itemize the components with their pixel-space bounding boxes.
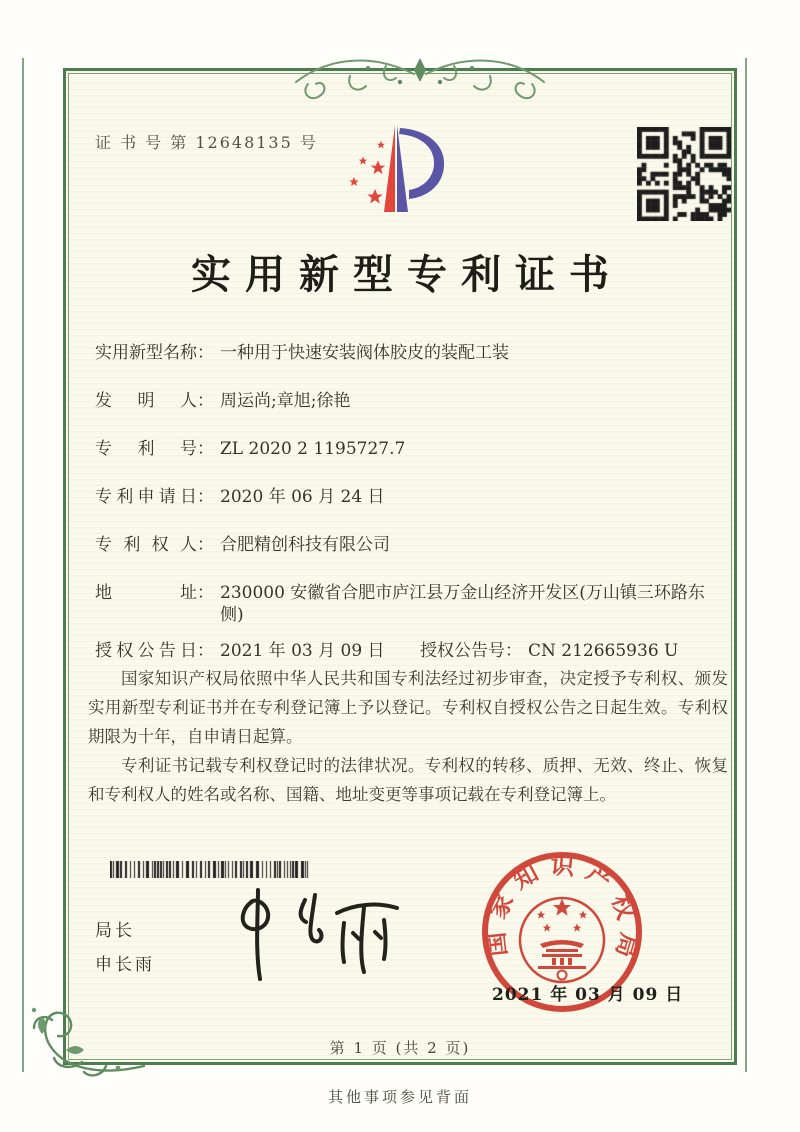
signer-name: 申长雨 xyxy=(95,955,155,975)
field-value: 一种用于快速安装阀体胶皮的装配工装 xyxy=(220,343,509,363)
field-colon: ： xyxy=(197,343,214,363)
field-row-filing-date xyxy=(95,486,705,508)
cnipa-logo-icon xyxy=(348,120,452,216)
field-value: 230000 安徽省合肥市庐江县万金山经济开发区(万山镇三环路东侧) xyxy=(220,583,705,625)
field-colon: ： xyxy=(197,641,214,661)
field-row-grant xyxy=(95,640,705,662)
left-edge-line xyxy=(22,58,24,1072)
field-label: 发明人 xyxy=(95,391,197,411)
field-row-patentee xyxy=(95,534,705,556)
back-note: 其他事项参见背面 xyxy=(327,1088,472,1106)
legal-text xyxy=(88,664,728,809)
seal-text: 国家知识产权局 xyxy=(479,849,645,971)
field-value: ZL 2020 2 1195727.7 xyxy=(220,439,406,459)
field-row-inventors xyxy=(95,390,705,412)
field-label: 地址 xyxy=(95,583,197,603)
grant-no-label: 授权公告号 xyxy=(420,641,505,661)
field-value: 周运尚;章旭;徐艳 xyxy=(220,391,351,411)
field-label: 授权公告日 xyxy=(95,641,197,661)
grant-no-group xyxy=(420,640,678,662)
field-colon: ： xyxy=(505,641,522,661)
grant-date-value: 2021 年 03 月 09 日 xyxy=(220,641,385,661)
certificate-number: 证 书 号 第 12648135 号 xyxy=(95,133,318,152)
barcode xyxy=(110,861,310,878)
field-row-patent-no xyxy=(95,438,705,460)
right-edge-line xyxy=(745,58,747,1072)
qr-code xyxy=(637,127,731,221)
legal-paragraph-1: 国家知识产权局依照中华人民共和国专利法经过初步审查，决定授予专利权、颁发实用新型专利证书并在专利登记簿上予以登记。专利权自授权公告之日起生效。专利权期限为十年，自申请日起算。 xyxy=(88,669,728,746)
fields-section xyxy=(95,342,705,688)
signer-title: 局长 xyxy=(95,921,135,941)
field-colon: ： xyxy=(197,535,214,555)
page-number: 第 1 页 (共 2 页) xyxy=(329,1039,471,1057)
field-label: 实用新型名称 xyxy=(95,343,197,363)
field-colon: ： xyxy=(197,391,214,411)
field-colon: ： xyxy=(197,583,214,603)
legal-paragraph-2: 专利证书记载专利权登记时的法律状况。专利权的转移、质押、无效、终止、恢复和专利权人的姓名或名称、国籍、地址变更等事项记载在专利登记簿上。 xyxy=(88,756,728,804)
field-label: 专利申请日 xyxy=(95,487,197,507)
field-value: 合肥精创科技有限公司 xyxy=(220,535,390,555)
certificate-title: 实用新型专利证书 xyxy=(191,251,623,298)
signature-icon xyxy=(225,885,410,985)
field-value: 2020 年 06 月 24 日 xyxy=(220,487,385,507)
field-row-address xyxy=(95,582,705,626)
field-colon: ： xyxy=(197,487,214,507)
field-label: 专利权人 xyxy=(95,535,197,555)
top-ornament-icon xyxy=(290,42,550,106)
grant-no-value: CN 212665936 U xyxy=(528,641,679,661)
field-label: 专利号 xyxy=(95,439,197,459)
field-colon: ： xyxy=(197,439,214,459)
seal-date: 2021 年 03 月 09 日 xyxy=(492,985,684,1005)
field-row-name xyxy=(95,342,705,364)
